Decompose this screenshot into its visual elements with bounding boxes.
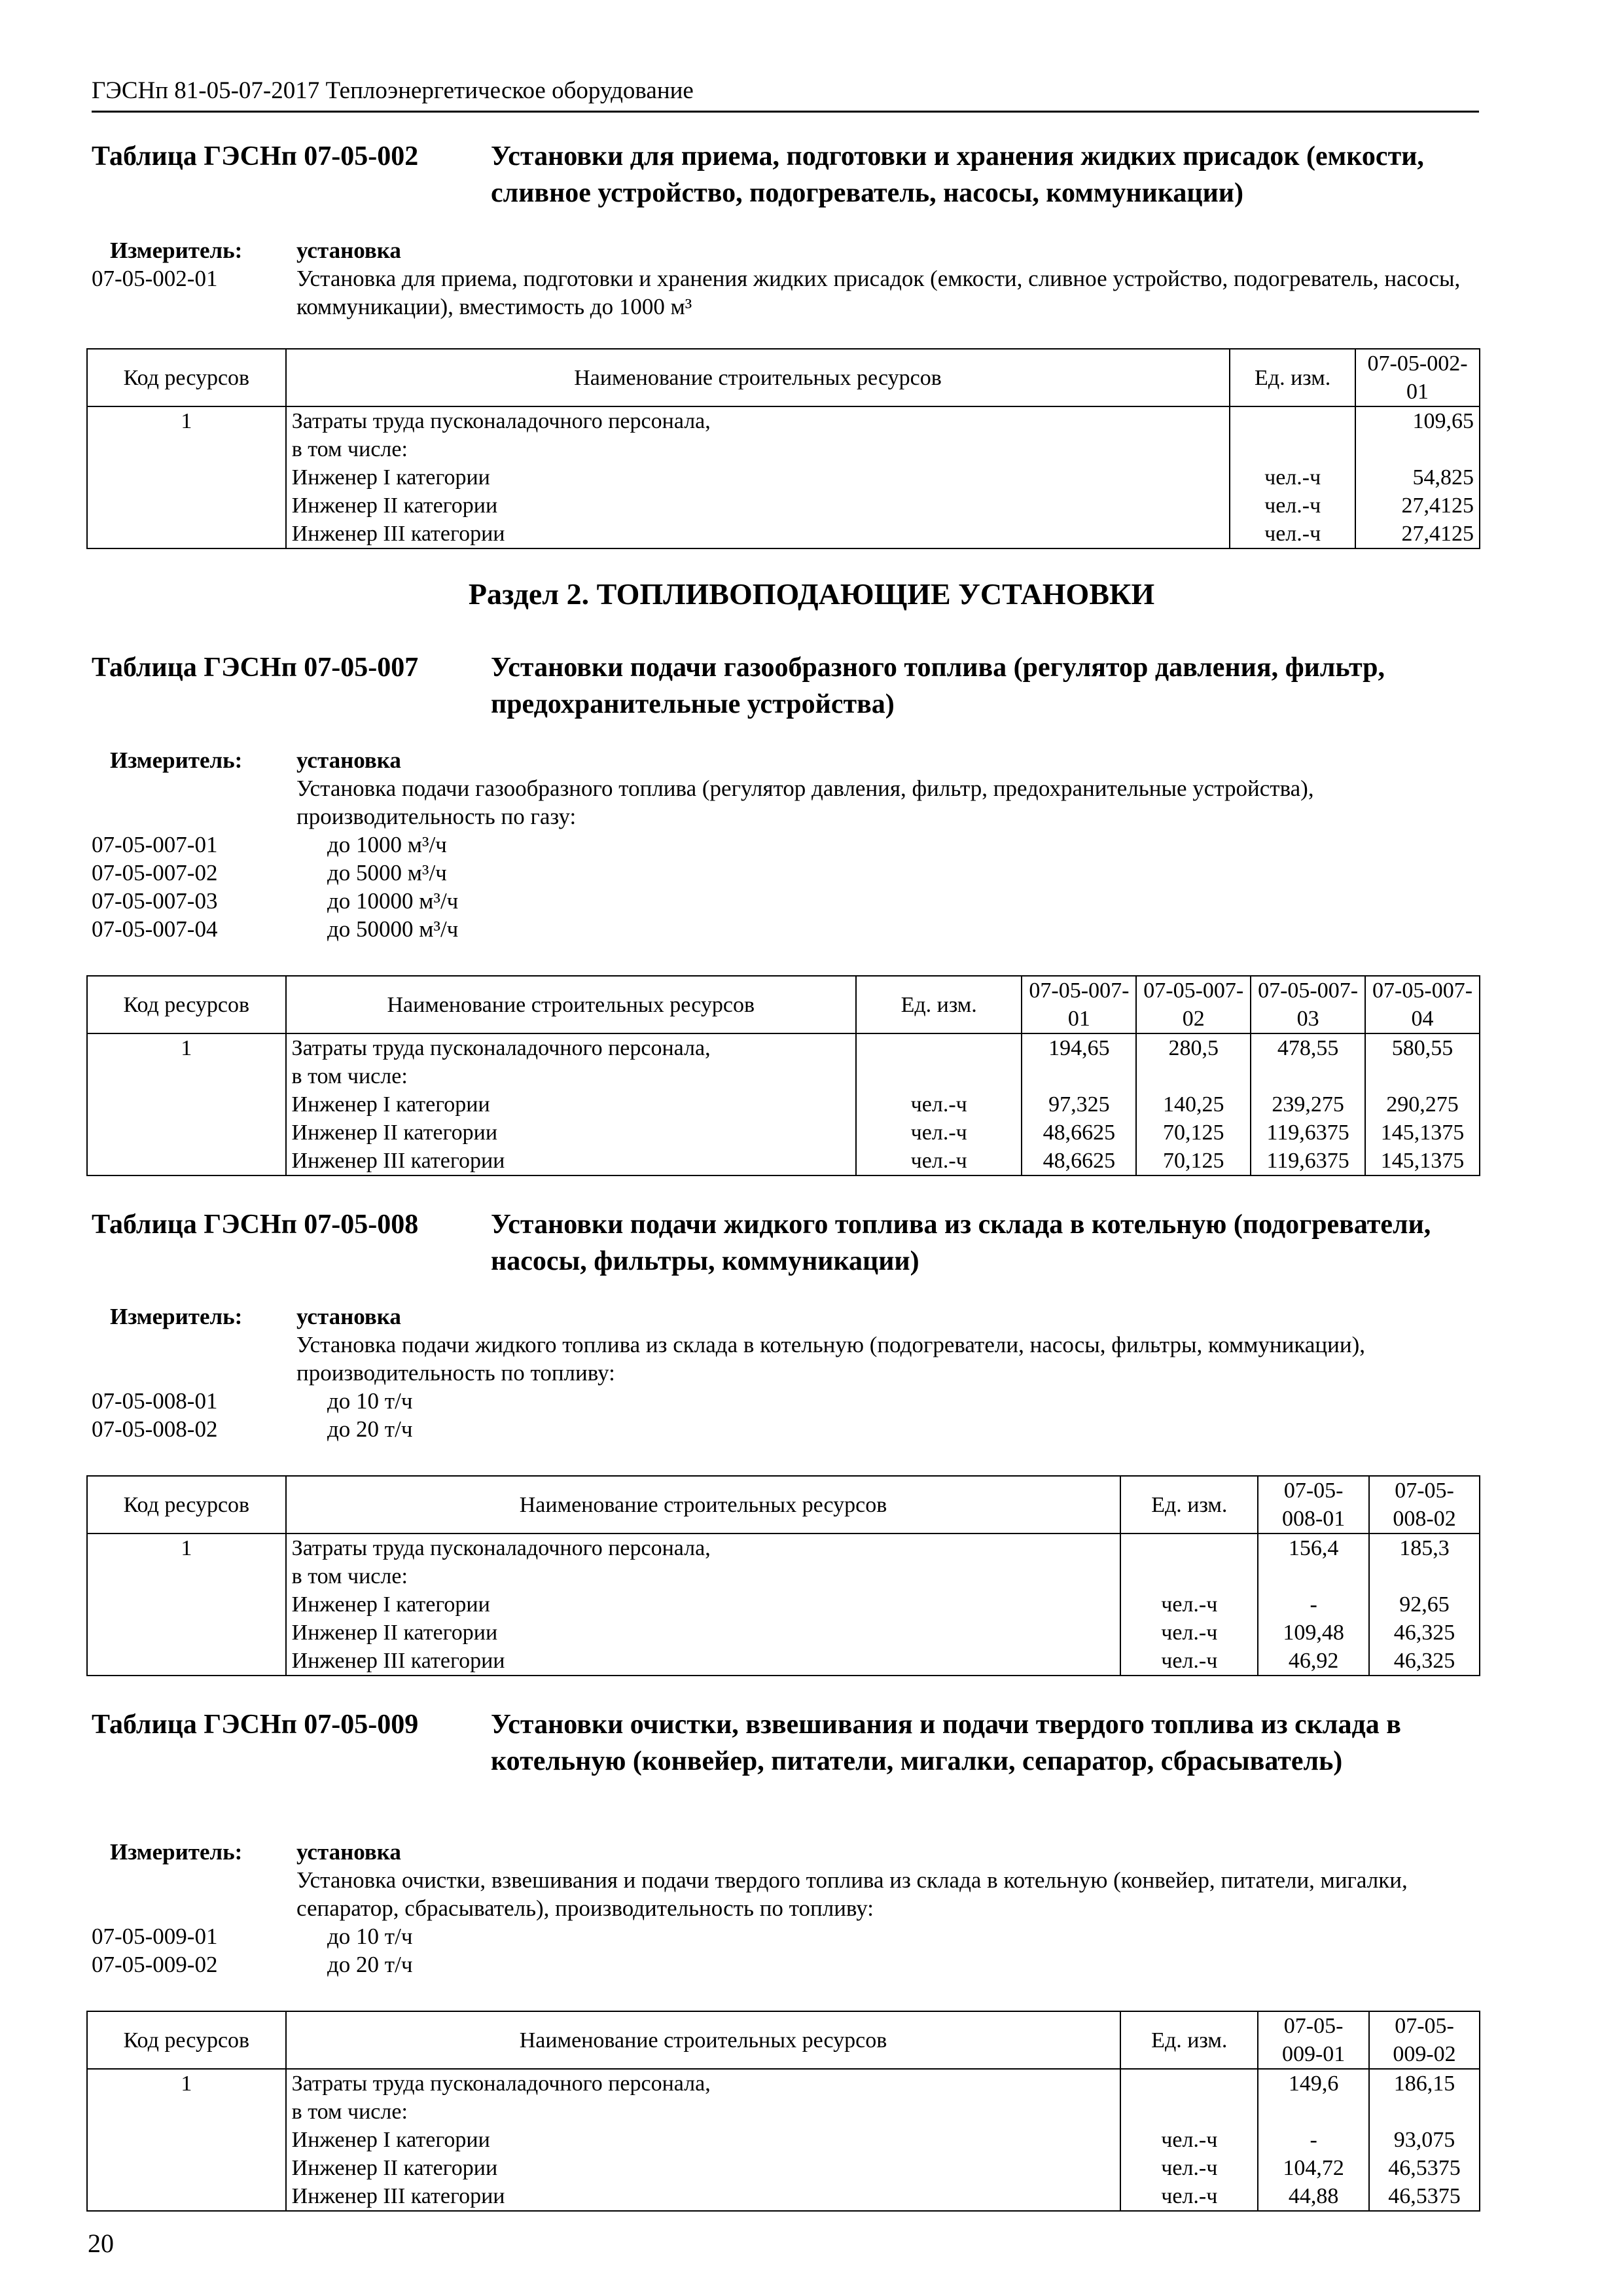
list-item: 07-05-007-04 до 50000 м³/ч <box>92 916 459 942</box>
resource-table-009 <box>86 2011 1480 2212</box>
table-title: Установки для приема, подготовки и хранения жидких присадок (емкости, сливное устройство, подогреватель, насосы, коммуникации) <box>491 141 1424 208</box>
norm-values: 186,15 93,075 46,5375 46,5375 <box>1369 2069 1480 2211</box>
norm-description: Установка подачи газообразного топлива (регулятор давления, фильтр, предохранительные устройства), производительность по газу: <box>296 776 1314 829</box>
list-item: 07-05-007-01 до 1000 м³/ч <box>92 832 447 857</box>
resource-code: 1 <box>87 2069 286 2211</box>
norm-col-header: 07-05-007-01 <box>1022 976 1136 1033</box>
code-col-header: Код ресурсов <box>87 2011 286 2069</box>
list-item: 07-05-008-02 до 20 т/ч <box>92 1416 413 1442</box>
meter-label: Измеритель: <box>110 1304 243 1329</box>
table-008-heading <box>92 1206 1479 1280</box>
meter-unit: установка <box>296 747 401 773</box>
norm-values: 194,65 97,325 48,6625 48,6625 <box>1022 1033 1136 1175</box>
norm-description: Установка очистки, взвешивания и подачи твердого топлива из склада в котельную (конвейер, питатели, мигалки, сепаратор, сбрасыватель), производительность по топливу: <box>296 1867 1408 1921</box>
name-col-header: Наименование строительных ресурсов <box>286 349 1230 406</box>
norm-col-header: 07-05-007-04 <box>1365 976 1480 1033</box>
resource-code: 1 <box>87 406 286 548</box>
norm-code: 07-05-002-01 <box>92 266 218 291</box>
norm-col-header: 07-05-008-01 <box>1258 1476 1369 1534</box>
table-007-heading <box>92 649 1479 723</box>
norm-values: 185,3 92,65 46,325 46,325 <box>1369 1534 1480 1676</box>
resource-names: Затраты труда пусконаладочного персонала, в том числе: Инженер I категории Инженер II категории Инженер III категории <box>286 1033 856 1175</box>
list-item: 07-05-007-02 до 5000 м³/ч <box>92 860 447 886</box>
table-title: Установки подачи газообразного топлива (регулятор давления, фильтр, предохранительные устройства) <box>491 653 1385 719</box>
name-col-header: Наименование строительных ресурсов <box>286 2011 1121 2069</box>
resource-names: Затраты труда пусконаладочного персонала, в том числе: Инженер I категории Инженер II категории Инженер III категории <box>286 1534 1121 1676</box>
norm-values: 280,5 140,25 70,125 70,125 <box>1136 1033 1251 1175</box>
table-row <box>87 1033 1480 1175</box>
table-title: Установки очистки, взвешивания и подачи твердого топлива из склада в котельную (конвейер, питатели, мигалки, сепаратор, сбрасыватель) <box>491 1710 1401 1776</box>
norm-col-header: 07-05-009-02 <box>1369 2011 1480 2069</box>
table-number: Таблица ГЭСНп 07-05-002 <box>92 141 419 171</box>
meter-unit: установка <box>296 1304 401 1329</box>
norm-col-header: 07-05-008-02 <box>1369 1476 1480 1534</box>
section-title: Раздел 2. ТОПЛИВОПОДАЮЩИЕ УСТАНОВКИ <box>468 577 1155 611</box>
norm-values: 109,65 54,825 27,4125 27,4125 <box>1355 406 1480 548</box>
table-number: Таблица ГЭСНп 07-05-008 <box>92 1210 419 1240</box>
resource-table-002 <box>86 348 1480 549</box>
norm-values: 149,6 - 104,72 44,88 <box>1258 2069 1369 2211</box>
norm-col-header: 07-05-002-01 <box>1355 349 1480 406</box>
table-row <box>87 1534 1480 1676</box>
norm-values: 478,55 239,275 119,6375 119,6375 <box>1251 1033 1365 1175</box>
list-item: 07-05-008-01 до 10 т/ч <box>92 1388 413 1414</box>
norm-values: 156,4 - 109,48 46,92 <box>1258 1534 1369 1676</box>
meter-unit: установка <box>296 1839 401 1865</box>
code-col-header: Код ресурсов <box>87 349 286 406</box>
meter-label: Измеритель: <box>110 747 243 773</box>
table-009-heading <box>92 1706 1479 1816</box>
norm-col-header: 07-05-007-02 <box>1136 976 1251 1033</box>
resource-code: 1 <box>87 1033 286 1175</box>
code-col-header: Код ресурсов <box>87 1476 286 1534</box>
table-number: Таблица ГЭСНп 07-05-009 <box>92 1710 419 1740</box>
resource-units: чел.-ч чел.-ч чел.-ч <box>1120 1534 1258 1676</box>
list-item: 07-05-009-02 до 20 т/ч <box>92 1952 413 1977</box>
table-002-heading <box>92 138 1479 211</box>
unit-col-header: Ед. изм. <box>1230 349 1355 406</box>
unit-col-header: Ед. изм. <box>1120 2011 1258 2069</box>
meter-unit: установка <box>296 238 401 263</box>
resource-names: Затраты труда пусконаладочного персонала, в том числе: Инженер I категории Инженер II категории Инженер III категории <box>286 406 1230 548</box>
norm-col-header: 07-05-007-03 <box>1251 976 1365 1033</box>
resource-units: чел.-ч чел.-ч чел.-ч <box>1120 2069 1258 2211</box>
table-row <box>87 2069 1480 2211</box>
resource-names: Затраты труда пусконаладочного персонала, в том числе: Инженер I категории Инженер II категории Инженер III категории <box>286 2069 1121 2211</box>
table-007-meter <box>92 746 1479 949</box>
unit-col-header: Ед. изм. <box>1120 1476 1258 1534</box>
table-008-meter <box>92 1302 1479 1446</box>
resource-table-008 <box>86 1475 1480 1676</box>
meter-label: Измеритель: <box>110 1839 243 1865</box>
unit-col-header: Ед. изм. <box>856 976 1022 1033</box>
table-009-meter <box>92 1838 1479 1982</box>
running-header: ГЭСНп 81-05-07-2017 Теплоэнергетическое оборудование <box>92 77 1479 113</box>
meter-label: Измеритель: <box>110 238 243 263</box>
resource-code: 1 <box>87 1534 286 1676</box>
table-002-meter <box>92 236 1479 328</box>
table-row <box>87 406 1480 548</box>
name-col-header: Наименование строительных ресурсов <box>286 1476 1121 1534</box>
resource-table-007 <box>86 975 1480 1176</box>
code-col-header: Код ресурсов <box>87 976 286 1033</box>
name-col-header: Наименование строительных ресурсов <box>286 976 856 1033</box>
norm-description: Установка для приема, подготовки и хранения жидких присадок (емкости, сливное устройство, подогреватель, насосы, коммуникации), вместимость до 1000 м³ <box>296 266 1461 319</box>
table-number: Таблица ГЭСНп 07-05-007 <box>92 653 419 683</box>
norm-values: 580,55 290,275 145,1375 145,1375 <box>1365 1033 1480 1175</box>
list-item: 07-05-007-03 до 10000 м³/ч <box>92 888 459 914</box>
page-number: 20 <box>88 2229 114 2258</box>
resource-units: чел.-ч чел.-ч чел.-ч <box>856 1033 1022 1175</box>
norm-description: Установка подачи жидкого топлива из склада в котельную (подогреватели, насосы, фильтры, коммуникации), производительность по топливу: <box>296 1332 1365 1386</box>
resource-units: чел.-ч чел.-ч чел.-ч <box>1230 406 1355 548</box>
norm-col-header: 07-05-009-01 <box>1258 2011 1369 2069</box>
table-title: Установки подачи жидкого топлива из склада в котельную (подогреватели, насосы, фильтры, коммуникации) <box>491 1210 1431 1276</box>
list-item: 07-05-009-01 до 10 т/ч <box>92 1924 413 1949</box>
